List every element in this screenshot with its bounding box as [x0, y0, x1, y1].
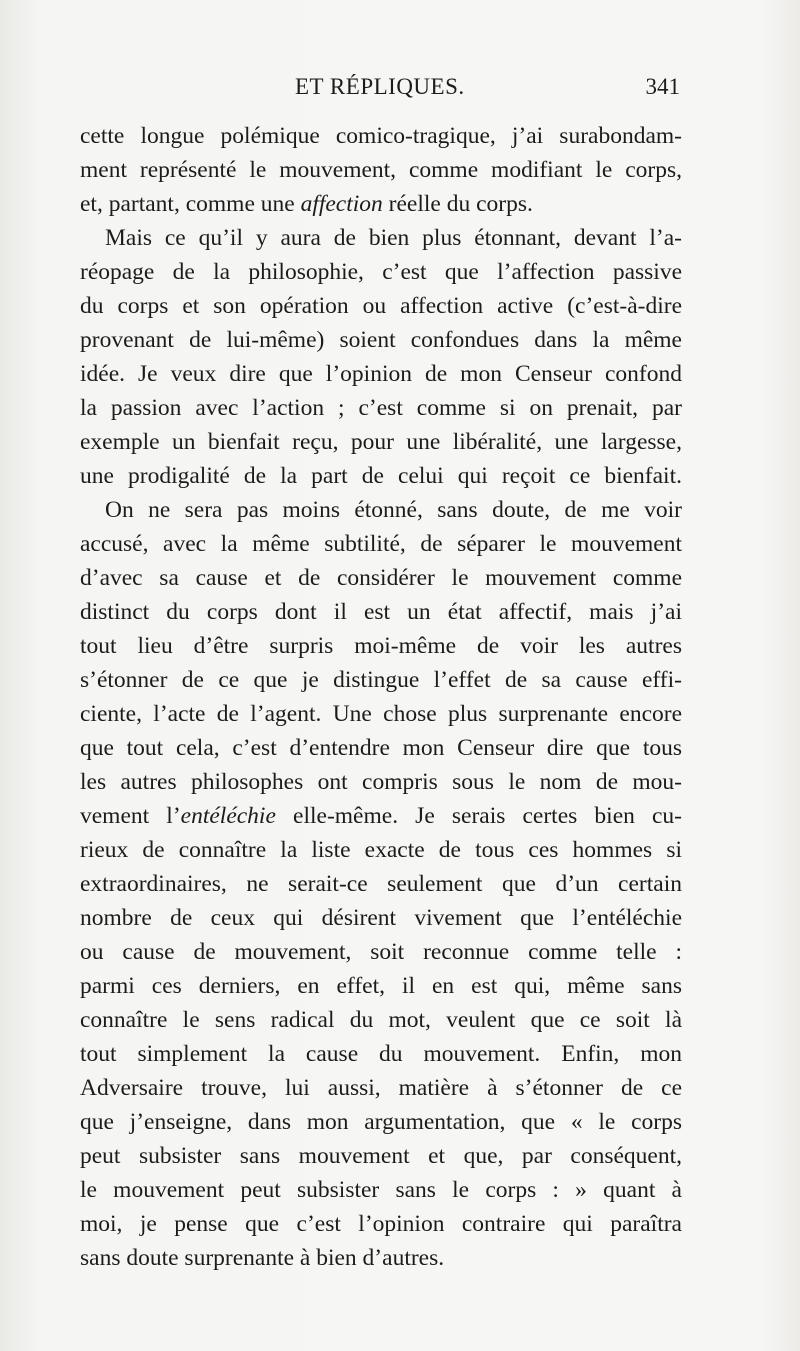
text-line: sans doute surprenante à bien d’autres.	[80, 1245, 445, 1271]
text-line: provenant de lui-même) soient confondues dans la même	[80, 327, 682, 353]
text-line: ou cause de mouvement, soit reconnue comme telle :	[80, 939, 682, 965]
text-line: le mouvement peut subsister sans le corps : » quant à	[80, 1177, 682, 1203]
text-line: rieux de connaître la liste exacte de tous ces hommes si	[80, 837, 682, 863]
running-title: ET RÉPLIQUES.	[295, 74, 465, 99]
text-line: que j’enseigne, dans mon argumentation, que « le corps	[80, 1109, 682, 1135]
text-line: que tout cela, c’est d’entendre mon Censeur dire que tous	[80, 735, 682, 761]
text-line: extraordinaires, ne serait-ce seulement que d’un certain	[80, 871, 682, 897]
text-line: accusé, avec la même subtilité, de séparer le mouvement	[80, 531, 682, 557]
text-line: s’étonner de ce que je distingue l’effet de sa cause effi-	[80, 667, 682, 693]
page-number: 341	[645, 74, 680, 99]
italic-term: affection	[300, 191, 383, 217]
body-text	[80, 119, 682, 1275]
text-line: nombre de ceux qui désirent vivement que l’entéléchie	[80, 905, 682, 931]
text-line: ment représenté le mouvement, comme modifiant le corps,	[80, 157, 682, 183]
text-line: connaître le sens radical du mot, veulent que ce soit là	[80, 1007, 682, 1033]
text-line: la passion avec l’action ; c’est comme si on prenait, par	[80, 395, 682, 421]
text-line: du corps et son opération ou affection active (c’est-à-dire	[80, 293, 682, 319]
text-line: Mais ce qu’il y aura de bien plus étonnant, devant l’a-	[105, 225, 682, 251]
text-line: peut subsister sans mouvement et que, par conséquent,	[80, 1143, 682, 1169]
text-line: moi, je pense que c’est l’opinion contraire qui paraîtra	[80, 1211, 682, 1237]
text-line: exemple un bienfait reçu, pour une libéralité, une largesse,	[80, 429, 682, 455]
text-line: parmi ces derniers, en effet, il en est qui, même sans	[80, 973, 682, 999]
text-line: cette longue polémique comico-tragique, j’ai surabondam-	[80, 123, 682, 149]
italic-term: entéléchie	[180, 803, 276, 829]
text-line: tout simplement la cause du mouvement. Enfin, mon	[80, 1041, 682, 1067]
text-line: d’avec sa cause et de considérer le mouvement comme	[80, 565, 682, 591]
text-line: une prodigalité de la part de celui qui reçoit ce bienfait.	[80, 463, 682, 489]
text-line: tout lieu d’être surpris moi-même de voir les autres	[80, 633, 682, 659]
text-line: On ne sera pas moins étonné, sans doute, de me voir	[105, 497, 682, 523]
text-line: et, partant, comme une affection réelle du corps.	[80, 191, 533, 217]
text-line: distinct du corps dont il est un état affectif, mais j’ai	[80, 599, 682, 625]
text-line: ciente, l’acte de l’agent. Une chose plus surprenante encore	[80, 701, 682, 727]
text-line: réopage de la philosophie, c’est que l’affection passive	[80, 259, 682, 285]
running-head	[80, 74, 680, 104]
text-line: Adversaire trouve, lui aussi, matière à s’étonner de ce	[80, 1075, 682, 1101]
text-line: les autres philosophes ont compris sous le nom de mou-	[80, 769, 682, 795]
text-line: vement l’entéléchie elle-même. Je serais certes bien cu-	[80, 803, 682, 829]
text-line: idée. Je veux dire que l’opinion de mon Censeur confond	[80, 361, 682, 387]
